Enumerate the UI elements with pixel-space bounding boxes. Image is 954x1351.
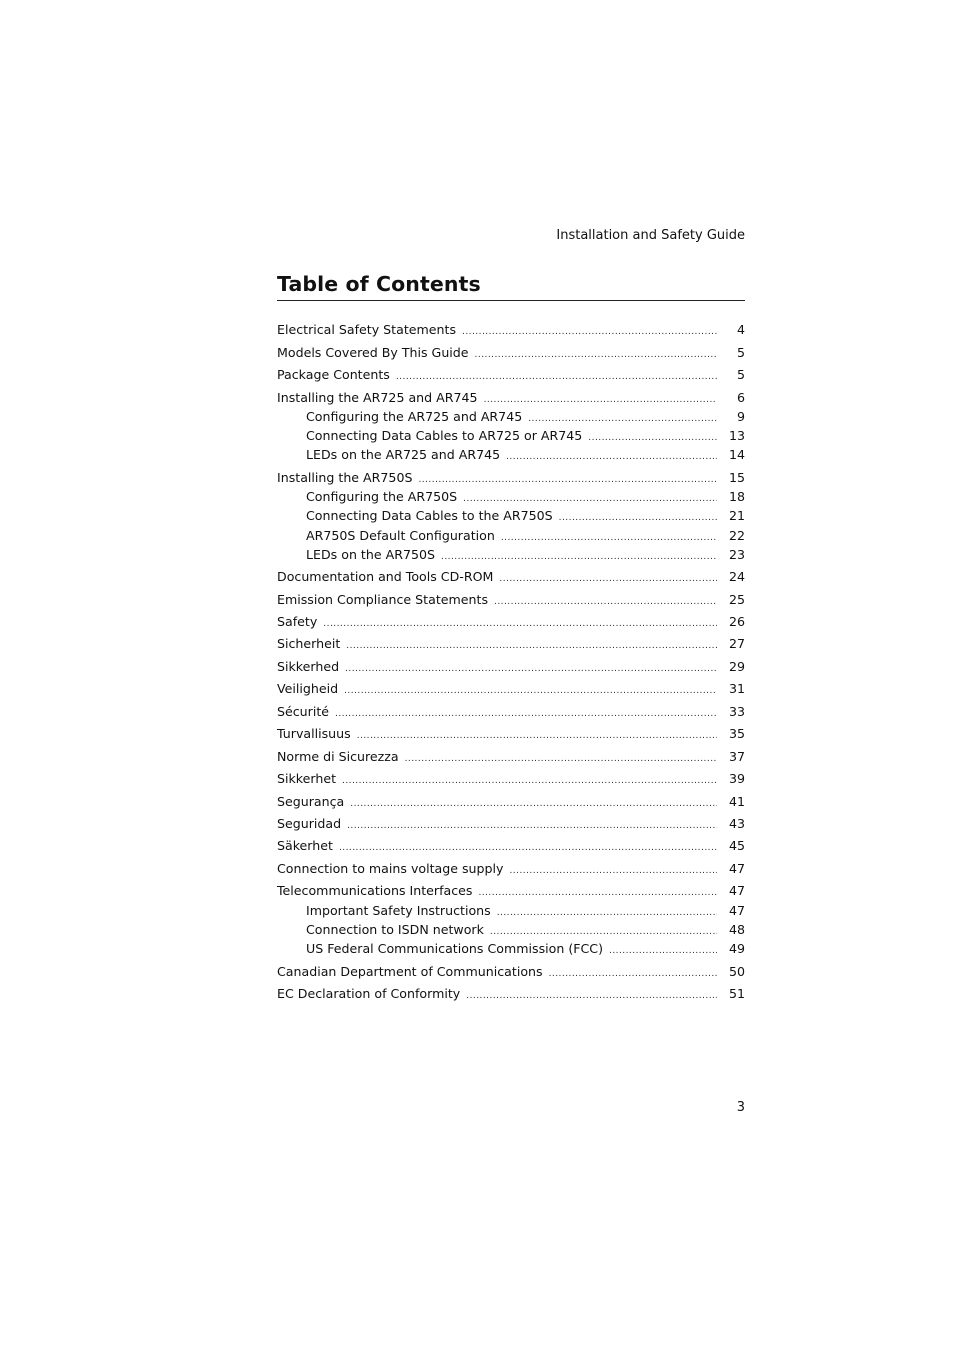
toc-entry-page: 26 <box>728 614 745 629</box>
toc-entry-title: Connection to ISDN network <box>306 922 484 937</box>
toc-entry <box>277 963 745 981</box>
dot-leader <box>350 795 717 813</box>
toc-entry <box>277 469 745 487</box>
toc-entry <box>277 613 745 631</box>
toc-entry-page: 47 <box>728 903 745 918</box>
dot-leader <box>588 429 717 447</box>
toc-entry-title: Sikkerhet <box>277 771 337 786</box>
toc-entry-page: 48 <box>728 922 745 937</box>
dot-leader <box>609 942 717 960</box>
toc-subentry <box>306 408 745 426</box>
toc-entry-title: Safety <box>277 614 318 629</box>
dot-leader <box>528 410 717 428</box>
toc-entry-title: AR750S Default Configuration <box>306 528 495 543</box>
toc-entry-title: Emission Compliance Statements <box>277 592 489 607</box>
toc-entry-page: 14 <box>728 447 745 462</box>
toc-entry-title: Connecting Data Cables to the AR750S <box>306 508 553 523</box>
toc-entry <box>277 658 745 676</box>
toc-entry <box>277 837 745 855</box>
toc-entry-title: Installing the AR725 and AR745 <box>277 390 478 405</box>
toc-entry <box>277 321 745 339</box>
toc-entry-page: 24 <box>728 569 745 584</box>
dot-leader <box>478 884 717 902</box>
toc-entry-page: 47 <box>728 861 745 876</box>
toc-entry-page: 31 <box>728 681 745 696</box>
toc-entry-title: Veiligheid <box>277 681 339 696</box>
dot-leader <box>441 548 717 566</box>
toc-subentry <box>306 488 745 506</box>
toc-entry-page: 33 <box>728 704 745 719</box>
toc-entry-page: 25 <box>728 592 745 607</box>
dot-leader <box>344 682 717 700</box>
toc-entry-page: 23 <box>728 547 745 562</box>
toc-entry-title: EC Declaration of Conformity <box>277 986 461 1001</box>
dot-leader <box>490 923 717 941</box>
toc-entry-page: 18 <box>728 489 745 504</box>
dot-leader <box>506 448 717 466</box>
dot-leader <box>347 817 717 835</box>
dot-leader <box>342 772 717 790</box>
dot-leader <box>501 529 717 547</box>
toc-entry <box>277 985 745 1003</box>
toc-entry-title: Sécurité <box>277 704 330 719</box>
toc-entry-page: 15 <box>728 470 745 485</box>
title-divider <box>277 300 745 301</box>
toc-entry-title: LEDs on the AR750S <box>306 547 435 562</box>
toc-entry-title: Documentation and Tools CD-ROM <box>277 569 494 584</box>
toc-entry-page: 4 <box>736 322 745 337</box>
dot-leader <box>559 509 717 527</box>
toc-entry-page: 51 <box>728 986 745 1001</box>
toc-entry-title: Electrical Safety Statements <box>277 322 457 337</box>
dot-leader <box>418 471 717 489</box>
toc-entry-title: Package Contents <box>277 367 390 382</box>
toc-entry <box>277 860 745 878</box>
toc-entry-page: 29 <box>728 659 745 674</box>
dot-leader <box>346 637 717 655</box>
toc-entry <box>277 344 745 362</box>
dot-leader <box>475 346 717 364</box>
dot-leader <box>345 660 717 678</box>
dot-leader <box>549 965 717 983</box>
toc-subentry <box>306 446 745 464</box>
toc-entry-page: 21 <box>728 508 745 523</box>
dot-leader <box>463 490 717 508</box>
toc-entry-page: 35 <box>728 726 745 741</box>
toc-entry <box>277 725 745 743</box>
toc-entry <box>277 770 745 788</box>
toc-entry-title: Turvallisuus <box>277 726 351 741</box>
toc-entry-title: Installing the AR750S <box>277 470 413 485</box>
dot-leader <box>323 615 717 633</box>
toc-entry-title: Important Safety Instructions <box>306 903 491 918</box>
toc-entry <box>277 882 745 900</box>
toc-entry-page: 13 <box>728 428 745 443</box>
toc-subentry <box>306 427 745 445</box>
toc-entry-title: Sikkerhed <box>277 659 340 674</box>
toc-entry-page: 41 <box>728 794 745 809</box>
toc-entry-page: 37 <box>728 749 745 764</box>
dot-leader <box>497 904 717 922</box>
toc-entry-page: 45 <box>728 838 745 853</box>
toc-entry-page: 49 <box>728 941 745 956</box>
toc-entry-title: Norme di Sicurezza <box>277 749 399 764</box>
toc-entry <box>277 591 745 609</box>
dot-leader <box>484 391 717 409</box>
dot-leader <box>357 727 717 745</box>
toc-entry-title: Telecommunications Interfaces <box>277 883 473 898</box>
toc-entry-title: Connection to mains voltage supply <box>277 861 504 876</box>
toc-entry <box>277 680 745 698</box>
dot-leader <box>499 570 717 588</box>
toc-entry <box>277 568 745 586</box>
toc-entry-page: 6 <box>736 390 745 405</box>
toc-entry-page: 50 <box>728 964 745 979</box>
toc-entry-title: Models Covered By This Guide <box>277 345 469 360</box>
toc-entry <box>277 366 745 384</box>
toc-entry-page: 47 <box>728 883 745 898</box>
page-title: Table of Contents <box>277 272 481 296</box>
toc-entry-title: LEDs on the AR725 and AR745 <box>306 447 501 462</box>
toc-entry-page: 9 <box>736 409 745 424</box>
dot-leader <box>339 839 717 857</box>
toc-entry-page: 5 <box>736 345 745 360</box>
dot-leader <box>335 705 717 723</box>
toc-entry-title: Canadian Department of Communications <box>277 964 543 979</box>
dot-leader <box>494 593 717 611</box>
toc-entry-title: Seguridad <box>277 816 342 831</box>
toc-entry-title: Säkerhet <box>277 838 333 853</box>
toc-entry-title: Segurança <box>277 794 345 809</box>
toc-entry <box>277 389 745 407</box>
dot-leader <box>396 368 717 386</box>
toc-entry-title: Connecting Data Cables to AR725 or AR745 <box>306 428 583 443</box>
toc-entry-title: Configuring the AR725 and AR745 <box>306 409 523 424</box>
page-number: 3 <box>736 1100 745 1115</box>
toc-entry <box>277 815 745 833</box>
toc-subentry <box>306 527 745 545</box>
toc-subentry <box>306 921 745 939</box>
toc-entry-page: 22 <box>728 528 745 543</box>
toc-entry-title: Configuring the AR750S <box>306 489 458 504</box>
toc-subentry <box>306 902 745 920</box>
toc-subentry <box>306 546 745 564</box>
toc-entry-title: Sicherheit <box>277 636 341 651</box>
toc-entry-page: 5 <box>736 367 745 382</box>
running-header: Installation and Safety Guide <box>556 228 745 243</box>
dot-leader <box>462 323 717 341</box>
toc-subentry <box>306 940 745 958</box>
toc-entry-page: 27 <box>728 636 745 651</box>
dot-leader <box>509 862 717 880</box>
toc-entry <box>277 703 745 721</box>
toc-entry-page: 43 <box>728 816 745 831</box>
toc-entry <box>277 748 745 766</box>
toc-entry <box>277 793 745 811</box>
dot-leader <box>405 750 717 768</box>
toc-entry <box>277 635 745 653</box>
toc-subentry <box>306 507 745 525</box>
toc-entry-title: US Federal Communications Commission (FCC) <box>306 941 603 956</box>
dot-leader <box>466 987 717 1005</box>
toc-entry-page: 39 <box>728 771 745 786</box>
